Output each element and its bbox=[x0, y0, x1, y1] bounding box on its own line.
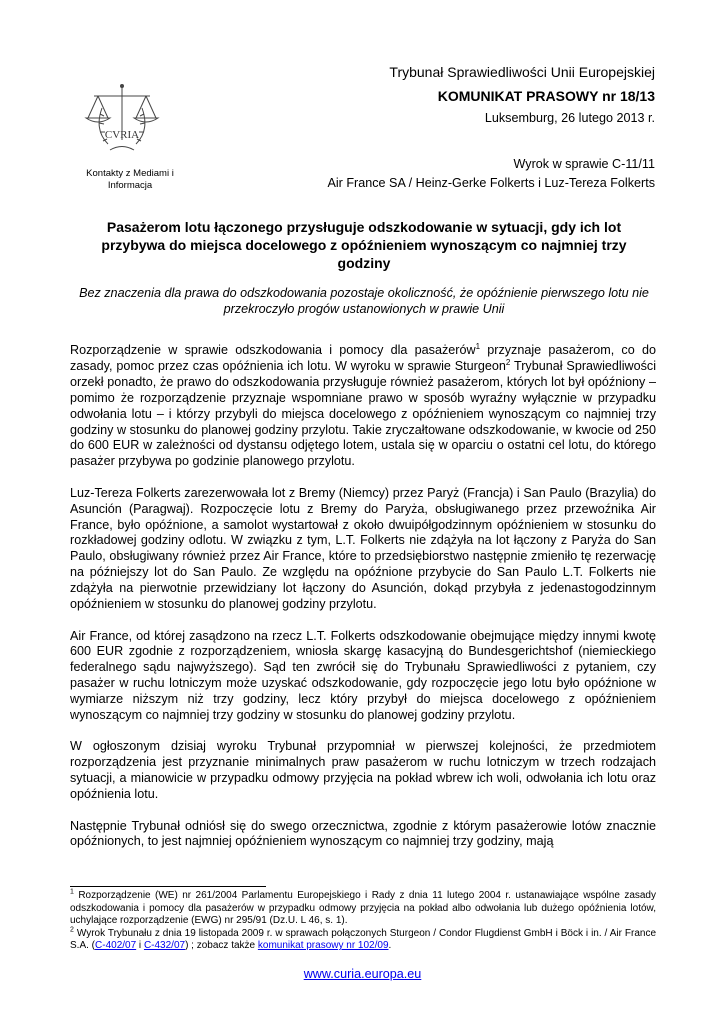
court-logo bbox=[80, 80, 164, 162]
case-link-c-432-07[interactable]: C-432/07 bbox=[143, 940, 186, 951]
curia-website-link[interactable]: www.curia.europa.eu bbox=[303, 967, 422, 981]
paragraph-text: Rozporządzenie w sprawie odszkodowania i pomocy dla pasażerów bbox=[70, 343, 476, 357]
body-text bbox=[70, 343, 656, 866]
footnotes bbox=[70, 890, 656, 953]
media-contact-label: Kontakty z Mediami i Informacja bbox=[86, 168, 174, 191]
paragraph-text: Trybunał Sprawiedliwości orzekł ponadto, że prawo do odszkodowania przysługuje również pasażerom, których lot był opóźniony – pomimo że rozporządzenie przyznaje wspomniane prawo w sposób wyraźny wyłącznie w przypadku odwołania lotu – i którzy przybyli do miejsca docelowego z opóźnieniem wynoszącym co najmniej trzy godziny w stosunku do planowej godziny przylotu. Takie zryczałtowane odszkodowanie, w kwocie od 250 do 600 EUR w zależności od dystansu odjętego lotem, ustala się w oparciu o ostatni cel lotu, do którego pasażer przybywa po godzinie planowego przylotu. bbox=[70, 358, 657, 469]
place-date: Luksemburg, 26 lutego 2013 r. bbox=[484, 111, 655, 125]
footnote-ref[interactable]: 2 bbox=[505, 357, 511, 367]
footnote-text: ) ; zobacz także bbox=[185, 940, 258, 951]
paragraph-text: przyznaje pasażerom, co do zasady, pomoc przez czas opóźnienia ich lotu. W wyroku w sprawie Sturgeon bbox=[70, 343, 656, 373]
footnote-divider bbox=[70, 886, 266, 887]
press-release-link[interactable]: komunikat prasowy nr 102/09 bbox=[257, 940, 389, 951]
logo-text: CVRIA bbox=[104, 129, 140, 141]
footnote-1 bbox=[70, 890, 656, 928]
case-reference: Wyrok w sprawie C-11/11 bbox=[513, 157, 655, 171]
paragraph-2: Luz-Tereza Folkerts zarezerwowała lot z Bremy (Niemcy) przez Paryż (Francja) i San Paulo (Brazylia) do Asunción (Paragwaj). Rozpoczęcie lotu z Bremy do Paryża, obsługiwanego przez przewoźnika Air France, było opóźnione, a samolot wystartował z około dwuipółgodzinnym opóźnieniem w stosunku do rozkładowej godziny odlotu. W związku z tym, L.T. Folkerts nie zdążyła na lot łączony z Paryża do San Paulo, obsługiwany również przez Air France, które to przedsiębiorstwo następnie zmieniło tę rezerwację na późniejszy lot do San Paulo. Ze względu na opóźnione przybycie do San Paulo L.T. Folkerts nie zdążyła na pierwotnie przewidziany lot łączony do Asunción, dokąd przybyła z jedenastogodzinnym opóźnieniem w stosunku do planowej godziny przylotu. bbox=[70, 485, 656, 612]
footnote-ref[interactable]: 1 bbox=[475, 341, 481, 351]
organisation-name: Trybunał Sprawiedliwości Unii Europejskiej bbox=[389, 64, 655, 80]
paragraph-1 bbox=[70, 343, 656, 470]
footnote-text: . bbox=[388, 940, 392, 951]
subheadline: Bez znaczenia dla prawa do odszkodowania pozostaje okoliczność, że opóźnienie pierwszego lotu nie przekroczyło progów ustanowionych w prawie Unii bbox=[79, 286, 649, 316]
footnote-number: 1 bbox=[70, 888, 74, 896]
footnote-number: 2 bbox=[70, 926, 74, 934]
case-link-c-402-07[interactable]: C-402/07 bbox=[95, 940, 137, 951]
case-parties: Air France SA / Heinz-Gerke Folkerts i Luz-Tereza Folkerts bbox=[327, 176, 655, 190]
paragraph-5: Następnie Trybunał odniósł się do swego orzecznictwa, zgodnie z którym pasażerowie lotów znacznie opóźnionych, to jest najmniej opóźnieniem wynoszącym co najmniej trzy godziny, mają bbox=[70, 818, 656, 849]
headline: Pasażerom lotu łączonego przysługuje odszkodowanie w sytuacji, gdy ich lot przybywa do miejsca docelowego z opóźnieniem wynoszącym co najmniej trzy godziny bbox=[101, 219, 627, 271]
footnote-text: Wyrok Trybunału z dnia 19 listopada 2009 r. w sprawach połączonych Sturgeon / Condor Flugdienst GmbH i Böck i in. / Air France S.A. ( bbox=[70, 927, 656, 951]
paragraph-3: Air France, od której zasądzono na rzecz L.T. Folkerts odszkodowanie obejmujące między innymi kwotę 600 EUR zgodnie z rozporządzeniem, wniosła skargę kasacyjną do Bundesgerichtshof (niemieckiego federalnego sądu najwyższego). Sąd ten zwrócił się do Trybunału Sprawiedliwości z pytaniem, czy pasażer w ruchu lotniczym może uzyskać odszkodowanie, gdy rozpoczęcie jego lotu było opóźnione w wymiarze niższym niż trzy godziny, lecz który przybył do miejsca docelowego z opóźnieniem wynoszącym co najmniej trzy godziny w stosunku do planowej godziny przylotu. bbox=[70, 628, 656, 723]
footnote-2 bbox=[70, 928, 656, 953]
press-release-number: KOMUNIKAT PRASOWY nr 18/13 bbox=[437, 88, 655, 104]
footnote-text: i bbox=[136, 940, 144, 951]
footnote-text: Rozporządzenie (WE) nr 261/2004 Parlamentu Europejskiego i Rady z dnia 11 lutego 2004 r. ustanawiające wspólne zasady odszkodowania i pomocy dla pasażerów w przypadku odmowy przyjęcia na pokład albo odwołania lub dużego opóźnienia lotów, uchylające rozporządzenie (EWG) nr 295/91 (Dz.U. L 46, s. 1). bbox=[70, 890, 656, 926]
footer bbox=[0, 967, 725, 981]
paragraph-4: W ogłoszonym dzisiaj wyroku Trybunał przypomniał w pierwszej kolejności, że przedmiotem rozporządzenia jest przyznanie minimalnych praw pasażerom w ruchu lotniczym w trzech rodzajach sytuacji, a mianowicie w przypadku odmowy przyjęcia na pokład wbrew ich woli, odwołania ich lotu oraz opóźnienia lotu. bbox=[70, 739, 656, 802]
cvria-emblem-icon bbox=[80, 80, 164, 162]
